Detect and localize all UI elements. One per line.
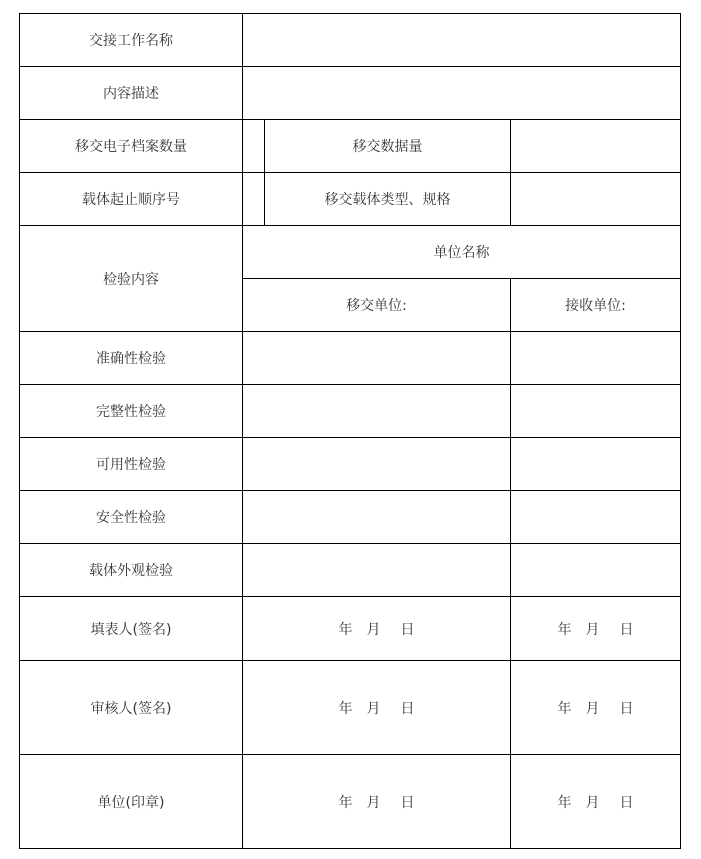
- day-mark: 日: [619, 621, 634, 638]
- handover-form-table: [19, 13, 681, 849]
- row-work-name: [20, 14, 681, 67]
- carrier-appearance-transfer-value[interactable]: [243, 544, 511, 597]
- row-carrier: [20, 173, 681, 226]
- day-mark: 日: [400, 794, 415, 811]
- unit-seal-transfer-date[interactable]: [243, 755, 511, 849]
- row-reviewer: [20, 661, 681, 755]
- year-mark: 年: [338, 621, 353, 638]
- carrier-seq-value[interactable]: [243, 173, 265, 226]
- reviewer-receive-date[interactable]: [511, 661, 681, 755]
- year-mark: 年: [557, 621, 572, 638]
- month-mark: 月: [585, 794, 600, 811]
- accuracy-receive-value[interactable]: [511, 332, 681, 385]
- month-mark: 月: [585, 621, 600, 638]
- data-volume-value[interactable]: [511, 120, 681, 173]
- unit-seal-receive-date[interactable]: [511, 755, 681, 849]
- accuracy-label: 准确性检验: [20, 332, 243, 385]
- year-mark: 年: [338, 700, 353, 717]
- month-mark: 月: [366, 621, 381, 638]
- integrity-label: 完整性检验: [20, 385, 243, 438]
- work-name-value[interactable]: [243, 14, 681, 67]
- transfer-unit-label: 移交单位:: [243, 279, 511, 332]
- month-mark: 月: [366, 700, 381, 717]
- carrier-seq-label: 载体起止顺序号: [20, 173, 243, 226]
- day-mark: 日: [619, 794, 634, 811]
- day-mark: 日: [400, 621, 415, 638]
- content-value[interactable]: [243, 67, 681, 120]
- e-archive-count-label: 移交电子档案数量: [20, 120, 243, 173]
- filler-transfer-date[interactable]: [243, 597, 511, 661]
- reviewer-transfer-date[interactable]: [243, 661, 511, 755]
- row-filler: [20, 597, 681, 661]
- data-volume-label: 移交数据量: [265, 120, 511, 173]
- content-label: 内容描述: [20, 67, 243, 120]
- month-mark: 月: [366, 794, 381, 811]
- unit-name-label: 单位名称: [243, 226, 681, 279]
- row-content: [20, 67, 681, 120]
- year-mark: 年: [557, 794, 572, 811]
- integrity-receive-value[interactable]: [511, 385, 681, 438]
- usability-receive-value[interactable]: [511, 438, 681, 491]
- security-receive-value[interactable]: [511, 491, 681, 544]
- receive-unit-label: 接收单位:: [511, 279, 681, 332]
- reviewer-label: 审核人(签名): [20, 661, 243, 755]
- filler-label: 填表人(签名): [20, 597, 243, 661]
- usability-label: 可用性检验: [20, 438, 243, 491]
- year-mark: 年: [338, 794, 353, 811]
- carrier-type-value[interactable]: [511, 173, 681, 226]
- day-mark: 日: [400, 700, 415, 717]
- month-mark: 月: [585, 700, 600, 717]
- row-unit-seal: [20, 755, 681, 849]
- carrier-type-label: 移交载体类型、规格: [265, 173, 511, 226]
- accuracy-transfer-value[interactable]: [243, 332, 511, 385]
- security-transfer-value[interactable]: [243, 491, 511, 544]
- day-mark: 日: [619, 700, 634, 717]
- row-carrier-appearance: [20, 544, 681, 597]
- row-usability: [20, 438, 681, 491]
- security-label: 安全性检验: [20, 491, 243, 544]
- unit-seal-label: 单位(印章): [20, 755, 243, 849]
- work-name-label: 交接工作名称: [20, 14, 243, 67]
- row-integrity: [20, 385, 681, 438]
- row-e-archive: [20, 120, 681, 173]
- year-mark: 年: [557, 700, 572, 717]
- filler-receive-date[interactable]: [511, 597, 681, 661]
- e-archive-count-value[interactable]: [243, 120, 265, 173]
- carrier-appearance-label: 载体外观检验: [20, 544, 243, 597]
- integrity-transfer-value[interactable]: [243, 385, 511, 438]
- usability-transfer-value[interactable]: [243, 438, 511, 491]
- row-unit-name: [20, 226, 681, 279]
- carrier-appearance-receive-value[interactable]: [511, 544, 681, 597]
- row-security: [20, 491, 681, 544]
- row-accuracy: [20, 332, 681, 385]
- inspection-label: 检验内容: [20, 226, 243, 332]
